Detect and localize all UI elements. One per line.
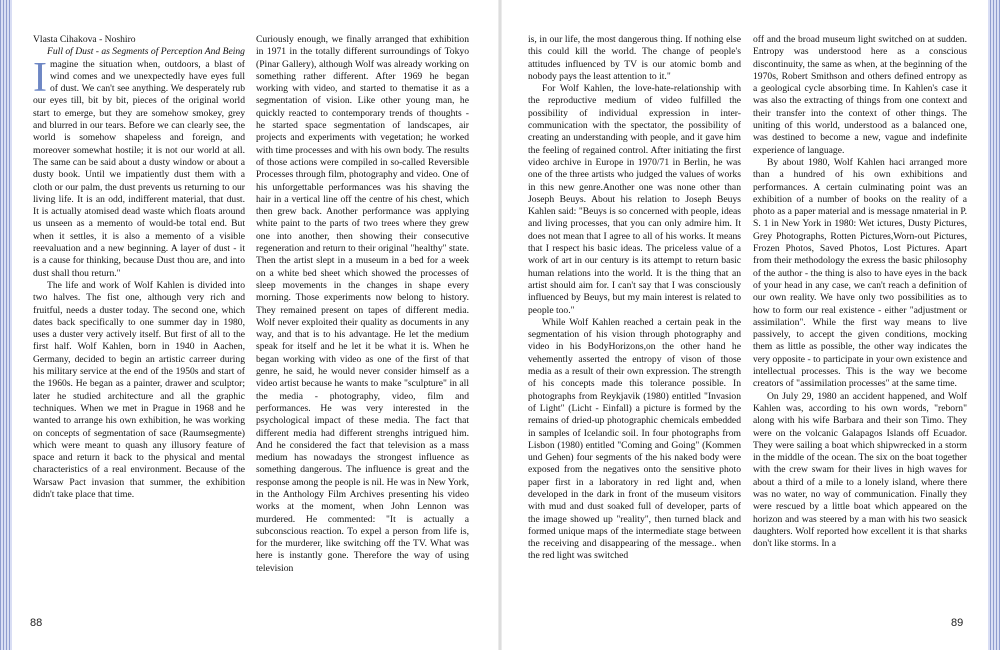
- paragraph: While Wolf Kahlen reached a certain peak in the segmentation of his vision through photography and video in his BodyHorizons,on the other hand he vehemently asserted the entropy of vison of those media as a result of their own expression. The strength of his concepts made this tolerance possible. In photographs from Reykjavik (1980) entitled "Invasion of Light" (Licht - Einfall) a picture is formed by the remains of dried-up photographic chemicals embedded in samples of Icelandic soil. In four photographs from Lisbon (1980) entitled "Coming and Going" (Kommen und Gehen) four segments of the his naked body were exposed from the negatives onto the sensitive photo paper first in a laboratory in red light and, when developed in the dark in front of the museum visitors with mud and dust soaked full of developer, parts of the image showed up "reality", then turned black and formed unique maps of the intermediate stage between the receiving and disappearing of the message.. when the red light was switched: [528, 316, 741, 562]
- paragraph: Curiously enough, we finally arranged that exhibition in 1971 in the totally different surroundings of Tokyo (Pinar Gallery), although Wolf was already working on something rather different. After 1969 he began working with video, and started to thematise it as a segmentation of vision. Like other young man, he quickly reacted to contemporary trends of thoughts - he started space segmentation of landscapes, air projects and experiments with vegetation; he worked with time processes and with his own body. The results of those actions were compiled in so-called Reversible Processes through film, photography and video. One of his unforgettable performances was his shaving the hair in a vertical line off the centre of his chest, which then grew back. Another performance was applying white paint to the parts of two trees where they grew one into another, then showing their consecutive regeneration and return to their original "healthy" state. Then the artist slept in a museum in a bed for a week on a white bed sheet which showed the processes of sleep movements in the changes in shape every morning. Those experiments now belong to history. They remained present on tapes of different media. Wolf never exploited their quality as documents in any way, and that is to his advantage. He let the medium speak for itself and he let it be what it is. When he began working with video as one of the first of that genre, he said, he would never consider himself as a video artist because he wants to make "sculpture" in all the media - photography, video, film and performances. He was very interested in the psychological impact of these media. The fact that different media had different strenghs intrigued him. And he considered the fact that television as a mass medium has nowadays the strongest influence as something dangerous. The influence is great and the response among the people is nil. He was in New York, in the Anthology Film Archives presenting his video works at the moment, when John Lennon was murdered. He commented: "It is actually a subconscious reaction. To expel a person from life is, for the murderer, like switching off the TV. What was here is instantly gone. Therefore the way of using television: [256, 34, 469, 574]
- paragraph: is, in our life, the most dangerous thing. If nothing else this could kill the world. The change of people's attitudes influenced by TV is our atomic bomb and nobody pays the least attention to it.": [528, 34, 741, 82]
- right-page-column-1: [528, 34, 741, 579]
- paragraph: For Wolf Kahlen, the love-hate-relationship with the reproductive medium of video fulfilled the possibility of individual expression in inter-communication with the spectator, the possibility of creating an understanding with people, and it gave him the feeling of regained control. After initiating the first video archive in Europe in 1970/71 in Berlin, he was one of the three artists who judged the values of works in this new genre.Another one was none other than Joseph Beuys. About his relation to Joseph Beuys Kahlen said: "Beuys is so concerned with people, ideas and living processes, that you can only admire him. It does not mean that I agree to all of his works. It means that I respect his basic ideas. The priceless value of a work of art in our century is its attempt to return basic human relations into the world. It is the thing that an artist should aim for. I can't say that I was consciously influenced by Beuys, but my main interest is related to people too.": [528, 83, 741, 316]
- paragraph: On July 29, 1980 an accident happened, and Wolf Kahlen was, according to his own words, "reborn" along with his wife Barbara and their son Timo. They were on the volcanic Galapagos Islands off Ecuador. They were sailing a boat which shipwrecked in a storm in the middle of the ocean. The six on the boat together with the crew swam for their lives in high waves for about a third of a mile to a lonely island, where there was no water, no way of communication. Finally they were rescued by a little boat which appeared on the horizon and was steered by a man with his two seasick daughters. Wolf reported how excellent it is that sharks don't like storms. In a: [753, 390, 967, 550]
- right-page-column-2: [753, 34, 967, 579]
- paragraph: The life and work of Wolf Kahlen is divided into two halves. The fist one, although very rich and fruitful, needs a duster today. The second one, which dates back specifically to one summer day in 1980, uses a duster very actively itself. But first of all to the first half. Wolf Kahlen, born in 1940 in Aachen, Germany, decided to begin an artistic carreer during his military service at the end of the 1950s and start of the 1960s. He began as a painter, drawer and sculptor; later he studied architecture and all the graphic techniques. When we met in Prague in 1968 and he wanted to arrange his own exhibition, he was working on concepts of segmentation of sace (Raumsegmente) which were meant to quash any illusory feature of space and return it back to the physical and mental characteristics of a real environment. Because of the Warsaw Pact invasion that summer, the exhibition didn't take place that time.: [33, 279, 245, 500]
- drop-cap: I: [33, 54, 47, 101]
- left-page-column-2: [256, 34, 469, 579]
- lead-paragraph: [33, 54, 245, 280]
- paragraph: By about 1980, Wolf Kahlen haci arranged more than a hundred of his own exhibitions and performances. A certain culminating point was an exhibition of a number of books on the reality of a photo as a paper material and is message nmaterial in P. S. 1 in New York in 1980: Wet ictures, Dusty Pictures, Grey Photographs, Rotten Pictures,Worn-out Pictures, Frozen Photos, Saved Photos, Lost Pictures. Apart from their methodology the exress the basic philosophy of the author - the thing is also to have eyes in the back of your head in any case, we can't reach a definition of our own reality. We have only two possibilities as to how to form our real existence - either "adjustment or assimilation". While the first way means to live passively, to accept the given conditions, mocking them as little as possible, the other way indicates the very opposite - to participate in your own existence and intellectual processes. This is the way we become creators of "assimilation processes" at the same time.: [753, 156, 967, 390]
- paragraph: off and the broad museum light switched on at sudden. Entropy was understood here as a conscious discontinuity, the same as when, at the beginning of the 1970s, Robert Smithson and others defined entropy as a geological cycle absorbing time. In Kahlen's case it was also the extracting of things from one context and their transfer into the context of other things. The uniting of this world, understood as a balanced one, was destined to become a new, vague and indefinite experience of language.: [753, 34, 967, 156]
- book-gutter: [498, 0, 502, 650]
- article-subtitle: Full of Dust - as Segments of Perception And Being: [47, 46, 245, 58]
- page-edge-right: [988, 0, 1000, 650]
- left-page-column-1: [33, 34, 245, 554]
- page-edge-left: [0, 0, 12, 650]
- lead-paragraph-text: magine the situation when, outdoors, a blast of wind comes and we unexpectedly have eyes full of dust. We can't see anything. We desperately rub our eyes till, bit by bit, pieces of the original world start to emerge, but they are somehow smokey, grey and blurred in our tears. Before we can clearly see, the world is somehow shapeless and foreign, and moreover somewhat hostile; it is not our world at all. The same can be said about a dusty window or about a dusty book. Until we impatiently dust them with a cloth or our palm, the dust prevents us returning to our living life. It is an odd, indifferent material, that dust. It is actually atomised dead waste which floats around us unseen as a memento of would-be total end. But when it settles, it is also a memento of a visible reevaluation and a new beginning. A layer of dust - it is a cause for thinking, because Dust thou are, and into dust shall thou return.": [33, 58, 245, 279]
- author-name: Vlasta Cihakova - Noshiro: [33, 34, 136, 45]
- page-number-left: 88: [30, 617, 43, 629]
- page-number-right: 89: [951, 617, 964, 629]
